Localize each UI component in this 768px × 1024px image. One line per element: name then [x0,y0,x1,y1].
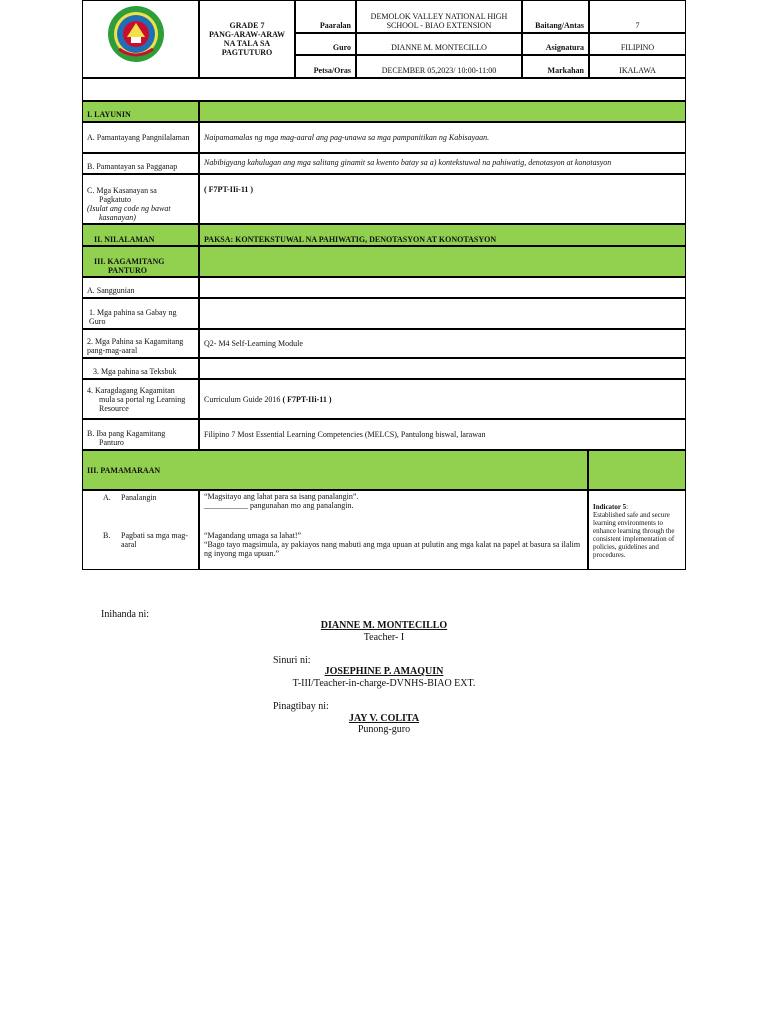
procedure-label-cell [82,490,199,570]
sanggunian-label-cell [82,277,199,298]
baitang-value: 7 [635,21,640,30]
logo-cell [82,0,199,78]
pamantayang-pangnilalaman-value-cell [199,122,686,153]
markahan-label: Markahan [547,66,584,75]
panalangin-letter: A. [103,493,111,502]
pamantayan-pagganap-label: B. Pamantayan sa Pagganap [87,162,178,171]
indicator-text: : Established safe and secure learning environments to enhance learning through the consistent implementation of policies, guidelines and procedures. [593,503,675,559]
teksbuk-label-cell [82,358,199,379]
inihanda-name: DIANNE M. MONTECILLO [320,620,448,631]
paaralan-value: DEMOLOK VALLEY NATIONAL HIGH SCHOOL - BIAO EXTENSION [370,12,508,30]
iba-label-cell [82,419,199,450]
iba-value: Filipino 7 Most Essential Learning Competencies (MELCS), Pantulong biswal, larawan [204,430,486,439]
markahan-label-cell [522,55,589,78]
iba-label: B. Iba pang Kagamitang Panturo [87,429,166,447]
blank-row [82,78,686,101]
petsa-label-cell [295,55,356,78]
grade-title: GRADE 7 PANG-ARAW-ARAW NA TALA SA PAGTUTURO [209,21,285,57]
pamantayang-pangnilalaman-label-cell [82,122,199,153]
guro-label: Guro [332,43,351,52]
karagdagang-value-cell [199,379,686,419]
pinagtibay-title: Punong-guro [357,724,411,735]
pamantayan-pagganap-value-cell [199,153,686,174]
pagbati-item [103,531,198,549]
indicator-title: Indicator 5 [593,503,627,511]
grade-title-cell [199,0,295,78]
baitang-label-cell [522,0,589,33]
kagamitang-green-cell [199,246,686,277]
asignatura-value-cell [589,33,686,55]
karagdagang-label-cell [82,379,199,419]
pinagtibay-label: Pinagtibay ni: [273,701,329,712]
sinuri-title: T-III/Teacher-in-charge-DVNHS-BIAO EXT. [292,678,476,689]
pagbati-value: “Magandang umaga sa lahat!” “Bago tayo magsimula, ay pakiayos nang mabuti ang mga upuan at pulutin ang mga kalat na papel at basura sa ilalim ng inyong mga upuan.” [204,531,581,558]
iba-value-cell [199,419,686,450]
layunin-heading-cell [82,101,199,122]
kasanayan-note: (Isulat ang code ng bawat kasanayan) [87,204,171,222]
petsa-value-cell [356,55,522,78]
school-seal-icon [107,5,165,63]
gabay-label-cell [82,298,199,329]
nilalaman-value: PAKSA: KONTEKSTUWAL NA PAHIWATIG, DENOTASYON AT KONOTASYON [204,235,497,244]
teksbuk-value-cell [199,358,686,379]
procedure-value-cell [199,490,588,570]
gabay-label: 1. Mga pahina sa Gabay ng Guro [89,308,177,326]
sanggunian-label: A. Sanggunian [87,286,135,295]
markahan-value: IKALAWA [619,66,656,75]
gabay-value-cell [199,298,686,329]
karagdagang-label: 4. Karagdagang Kagamitan mula sa portal ng Learning Resource [87,385,186,413]
karagdagang-code: ( F7PT-IIi-11 ) [282,394,332,404]
inihanda-label: Inihanda ni: [101,609,150,620]
paaralan-label-cell [295,0,356,33]
kagamitang-pahina-value-cell [199,329,686,358]
guro-value: DIANNE M. MONTECILLO [391,43,487,52]
sinuri-name: JOSEPHINE P. AMAQUIN [324,666,444,677]
markahan-value-cell [589,55,686,78]
kasanayan-value-cell [199,174,686,224]
pamantayan-pagganap-value: Nabibigyang kahulugan ang mga salitang ginamit sa kwento batay sa a) kontekstuwal na pahiwatig, denotasyon at konotasyon [204,158,612,167]
pamamaraan-side-cell [588,450,686,490]
pamantayan-pagganap-label-cell [82,153,199,174]
kasanayan-value: ( F7PT-IIi-11 ) [204,185,254,194]
pamamaraan-heading: III. PAMAMARAAN [87,465,161,475]
pamantayang-pangnilalaman-value: Naipamamalas ng mga mag-aaral ang pag-unawa sa mga pampanitikan ng Kabisayaan. [204,133,490,142]
panalangin-label: Panalangin [121,493,157,502]
nilalaman-value-cell [199,224,686,246]
nilalaman-label-cell [82,224,199,246]
guro-value-cell [356,33,522,55]
asignatura-label-cell [522,33,589,55]
kasanayan-label: C. Mga Kasanayan sa Pagkatuto [87,186,157,204]
kagamitang-pahina-label: 2. Mga Pahina sa Kagamitang pang-mag-aaral [87,337,184,355]
panalangin-value: “Magsitayo ang lahat para sa isang panalangin”. ___________ pangunahan mo ang panalangin. [204,492,359,510]
petsa-value: DECEMBER 05,2023/ 10:00-11:00 [381,66,497,75]
paaralan-label: Paaralan [319,21,351,30]
asignatura-value: FILIPINO [620,43,655,52]
nilalaman-label: II. NILALAMAN [94,235,155,244]
kagamitang-pahina-value: Q2- M4 Self-Learning Module [204,339,303,348]
pagbati-label: Pagbati sa mga mag- aaral [121,531,188,549]
pinagtibay-name: JAY V. COLITA [348,713,420,724]
pamantayang-pangnilalaman-label: A. Pamantayang Pangnilalaman [87,133,190,142]
baitang-label: Baitang/Antas [535,21,584,30]
kasanayan-label-cell [82,174,199,224]
karagdagang-value: Curriculum Guide 2016 [204,394,283,404]
layunin-heading: I. LAYUNIN [87,110,131,119]
indicator-cell [588,490,686,570]
guro-label-cell [295,33,356,55]
kagamitang-pahina-label-cell [82,329,199,358]
sinuri-label: Sinuri ni: [273,655,311,666]
inihanda-title: Teacher- I [363,632,405,643]
baitang-value-cell [589,0,686,33]
pamamaraan-heading-cell [82,450,588,490]
pagbati-letter: B. [103,531,111,540]
petsa-label: Petsa/Oras [313,66,351,75]
layunin-green-cell [199,101,686,122]
kagamitang-label-cell [82,246,199,277]
teksbuk-label: 3. Mga pahina sa Teksbuk [93,367,177,376]
asignatura-label: Asignatura [545,43,584,52]
panalangin-item [103,493,157,502]
sanggunian-value-cell [199,277,686,298]
kagamitang-label: III. KAGAMITANG PANTURO [94,257,165,275]
paaralan-value-cell [356,0,522,33]
